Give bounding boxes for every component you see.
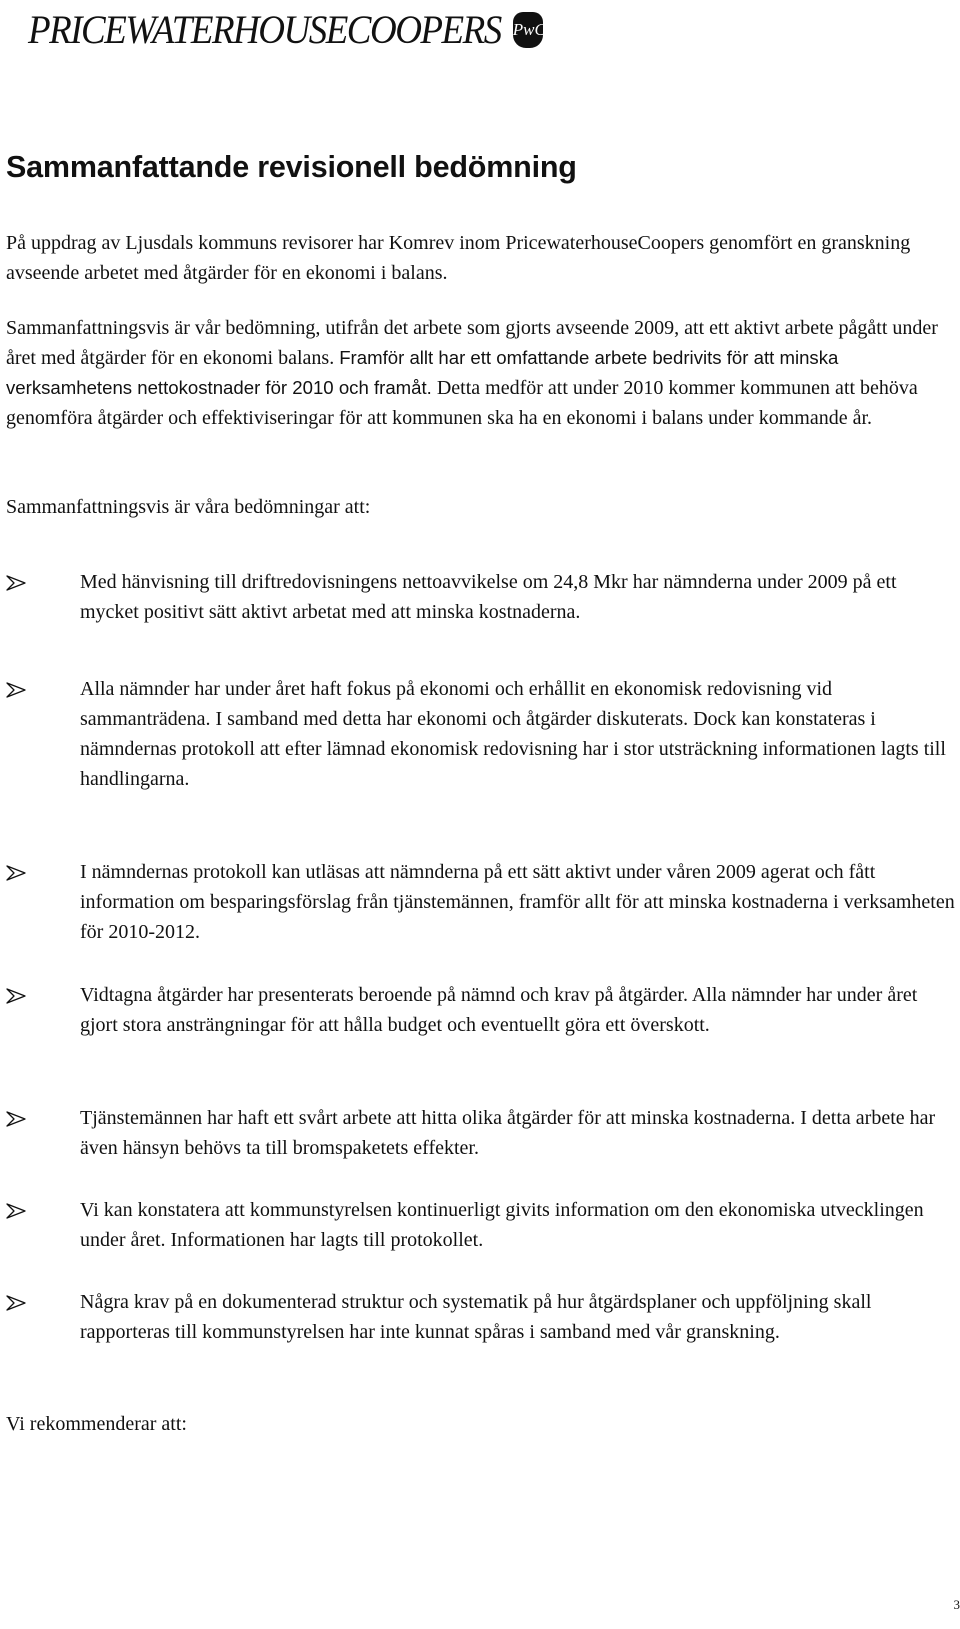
list-item-text: Vidtagna åtgärder har presenterats beroende på nämnd och krav på åtgärder. Alla nämnder har under året gjort stora ansträngningar för att hålla budget och eventuellt göra ett överskott. [80,984,918,1036]
arrowhead-bullet-icon [6,682,26,698]
page-title: Sammanfattande revisionell bedömning [6,150,577,184]
assessments-intro: Sammanfattningsvis är våra bedömningar att: [6,496,371,518]
list-item-text: Vi kan konstatera att kommunstyrelsen kontinuerligt givits information om den ekonomiska utvecklingen under året. Informationen har lagts till protokollet. [80,1199,924,1251]
summary-text-1: Sammanfattningsvis är vår bedömning, utifrån det arbete som gjorts avseende 2009, att ett aktivt arbete pågått under året med åtgärder för en ekonomi balans. [6,317,938,369]
recommendations-intro: Vi rekommenderar att: [6,1413,187,1435]
list-item-text: Med hänvisning till driftredovisningens nettoavvikelse om 24,8 Mkr har nämnderna under 2009 på ett mycket positivt sätt aktivt arbetat med att minska kostnaderna. [80,571,897,623]
arrowhead-bullet-icon [6,1295,26,1311]
pwc-emblem-icon: PwC [513,12,543,48]
pwc-logo [28,4,546,56]
summary-paragraph [6,313,958,433]
arrowhead-bullet-icon [6,575,26,591]
summary-text-3: Detta medför att under 2010 kommer kommunen att behöva genomföra åtgärder och effektiviseringar för att kommunen ska ha en ekonomi i balans under kommande år. [6,377,918,429]
list-item-text: Några krav på en dokumenterad struktur och systematik på hur åtgärdsplaner och uppföljning skall rapporteras till kommunstyrelsen har inte kunnat spåras i samband med vår granskning. [80,1291,872,1343]
arrowhead-bullet-icon [6,865,26,881]
list-item-text: Alla nämnder har under året haft fokus på ekonomi och erhållit en ekonomisk redovisning vid sammanträdena. I samband med detta har ekonomi och åtgärder diskuterats. Dock kan konstateras i nämndernas protokoll att efter lämnad ekonomisk redovisning har i stor utsträckning informationen lagts till handlingarna. [80,678,946,790]
list-item-text: Tjänstemännen har haft ett svårt arbete att hitta olika åtgärder för att minska kostnaderna. I detta arbete har även hänsyn behövs ta till bromspaketets effekter. [80,1107,936,1159]
arrowhead-bullet-icon [6,1203,26,1219]
logo-wordmark: PRICEWATERHOUSECOOPERS [28,7,501,53]
intro-paragraph: På uppdrag av Ljusdals kommuns revisorer har Komrev inom PricewaterhouseCoopers genomfört en granskning avseende arbetet med åtgärder för en ekonomi i balans. [6,232,911,284]
summary-text-2: Framför allt har ett omfattande arbete bedrivits för att minska verksamhetens nettokostnader för 2010 och framåt. [6,347,839,398]
arrowhead-bullet-icon [6,988,26,1004]
arrowhead-bullet-icon [6,1111,26,1127]
list-item-text: I nämndernas protokoll kan utläsas att nämnderna på ett sätt aktivt under våren 2009 agerat och fått information om besparingsförslag från tjänstemännen, framför allt för att minska kostnaderna i verksamheten för 2010-2012. [80,861,955,943]
page-number: 3 [953,1597,960,1612]
